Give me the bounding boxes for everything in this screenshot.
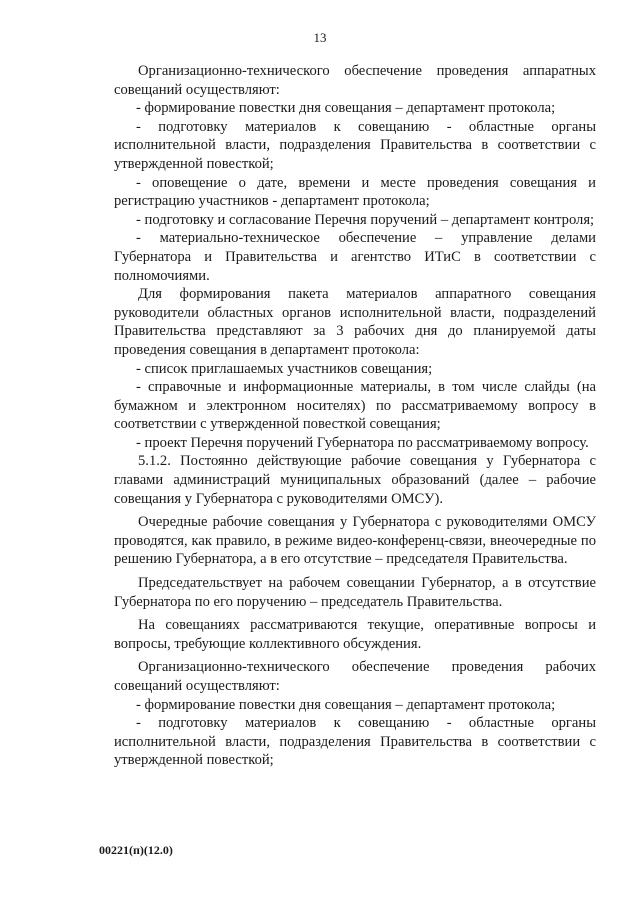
list-item: - справочные и информационные материалы, в том числе слайды (на бумажном и электронном носителях) по рассматриваемому вопросу в соответствии с утвержденной повесткой совещания; [114,379,596,433]
list-item: - подготовку материалов к совещанию - областные органы исполнительной власти, подразделения Правительства в соответствии с утвержденной повесткой; [114,118,596,172]
paragraph: Председательствует на рабочем совещании Губернатор, а в отсутствие Губернатора по его поручению – председатель Правительства. [114,575,596,610]
list-item: - подготовку материалов к совещанию - областные органы исполнительной власти, подразделения Правительства в соответствии с утвержденной повесткой; [114,715,596,769]
list-item: - материально-техническое обеспечение – управление делами Губернатора и Правительства и агентство ИТиС в соответствии с полномочиями. [114,230,596,284]
paragraph: На совещаниях рассматриваются текущие, оперативные вопросы и вопросы, требующие коллективного обсуждения. [114,617,596,652]
section-heading-paragraph: 5.1.2. Постоянно действующие рабочие совещания у Губернатора с главами администраций муниципальных образований (далее – рабочие совещания у Губернатора с руководителями ОМСУ). [114,453,596,507]
paragraph: Организационно-технического обеспечение проведения рабочих совещаний осуществляют: [114,659,596,694]
list-item: - формирование повестки дня совещания – департамент протокола; [136,696,556,713]
list-item: - проект Перечня поручений Губернатора по рассматриваемому вопросу. [136,434,589,451]
list-item: - список приглашаемых участников совещания; [136,360,433,377]
paragraph: Очередные рабочие совещания у Губернатора с руководителями ОМСУ проводятся, как правило, в режиме видео-конференц-связи, внеочередные по решению Губернатора, а в его отсутствие – председателя Правительства. [114,514,596,568]
document-body [114,62,596,770]
page-number: 13 [313,30,327,45]
paragraph: Организационно-технического обеспечение проведения аппаратных совещаний осуществляют: [114,63,596,98]
document-code: 00221(п)(12.0) [99,843,173,857]
list-item: - формирование повестки дня совещания – департамент протокола; [136,100,556,117]
paragraph: Для формирования пакета материалов аппаратного совещания руководители областных органов исполнительной власти, подразделений Правительства представляют за 3 рабочих дня до планируемой даты проведения совещания в департамент протокола: [114,286,596,358]
list-item: - подготовку и согласование Перечня поручений – департамент контроля; [136,211,595,228]
list-item: - оповещение о дате, времени и месте проведения совещания и регистрацию участников - департамент протокола; [114,174,596,210]
